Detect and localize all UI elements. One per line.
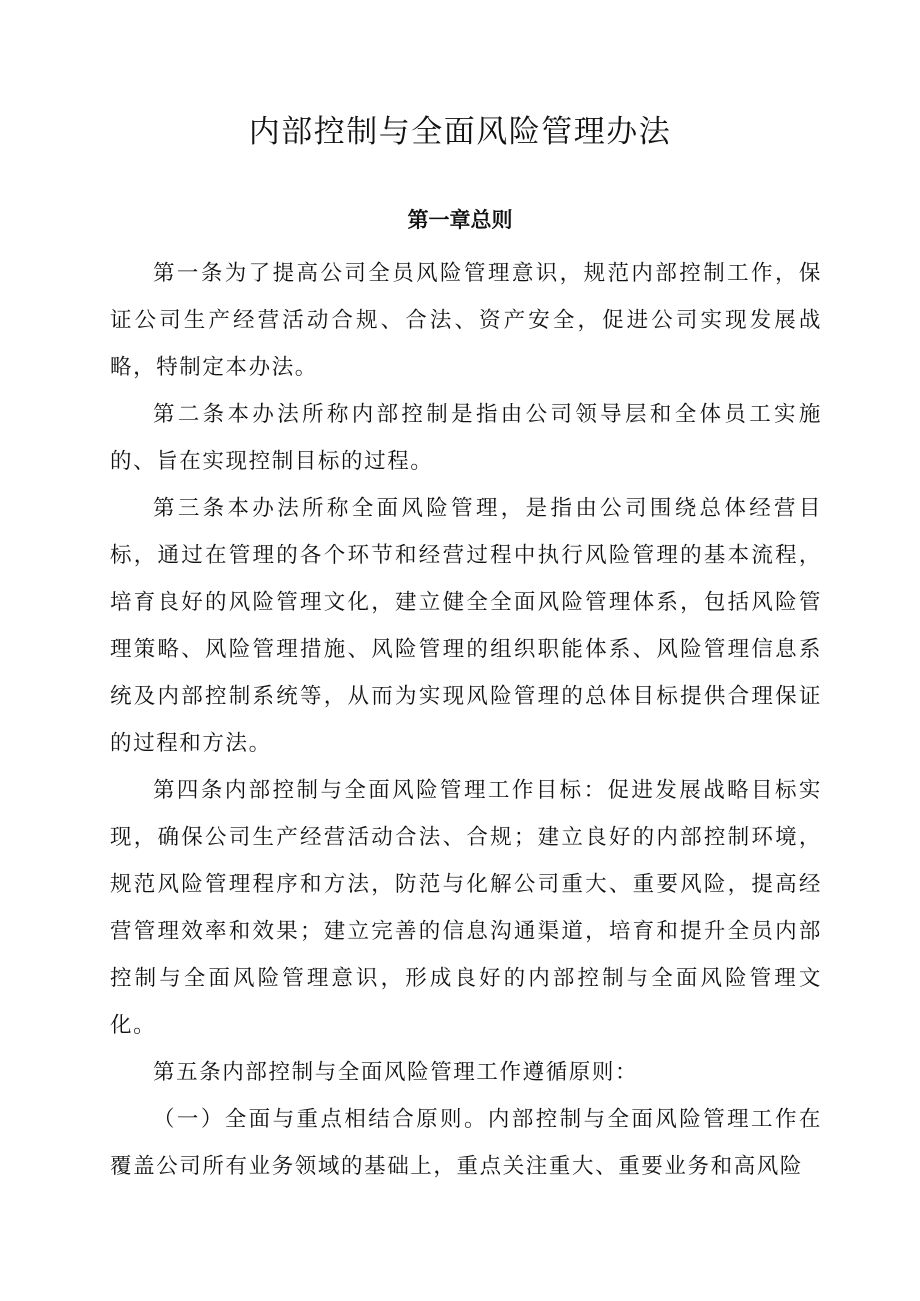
paragraph-article-4: 第四条内部控制与全面风险管理工作目标：促进发展战略目标实现，确保公司生产经营活动合法、合规；建立良好的内部控制环境，规范风险管理程序和方法，防范与化解公司重大、重要风险，提高经营管理效率和效果；建立完善的信息沟通渠道，培育和提升全员内部控制与全面风险管理意识，形成良好的内部控制与全面风险管理文化。 (110, 778, 822, 1038)
chapter-heading: 第一章总则 (407, 208, 513, 232)
paragraph-article-2: 第二条本办法所称内部控制是指由公司领导层和全体员工实施的、旨在实现控制目标的过程。 (110, 402, 822, 474)
paragraph-article-3: 第三条本办法所称全面风险管理，是指由公司围绕总体经营目标，通过在管理的各个环节和经营过程中执行风险管理的基本流程，培育良好的风险管理文化，建立健全全面风险管理体系，包括风险管理策略、风险管理措施、风险管理的组织职能体系、风险管理信息系统及内部控制系统等，从而为实现风险管理的总体目标提供合理保证的过程和方法。 (110, 496, 822, 756)
paragraph-article-1: 第一条为了提高公司全员风险管理意识，规范内部控制工作，保证公司生产经营活动合规、合法、资产安全，促进公司实现发展战略，特制定本办法。 (110, 261, 822, 380)
document-body (110, 250, 822, 1190)
paragraph-article-5: 第五条内部控制与全面风险管理工作遵循原则： (153, 1060, 639, 1085)
document-title: 内部控制与全面风险管理办法 (248, 114, 672, 150)
paragraph-principle-1: （一）全面与重点相结合原则。内部控制与全面风险管理工作在覆盖公司所有业务领域的基础上，重点关注重大、重要业务和高风险 (110, 1107, 822, 1179)
